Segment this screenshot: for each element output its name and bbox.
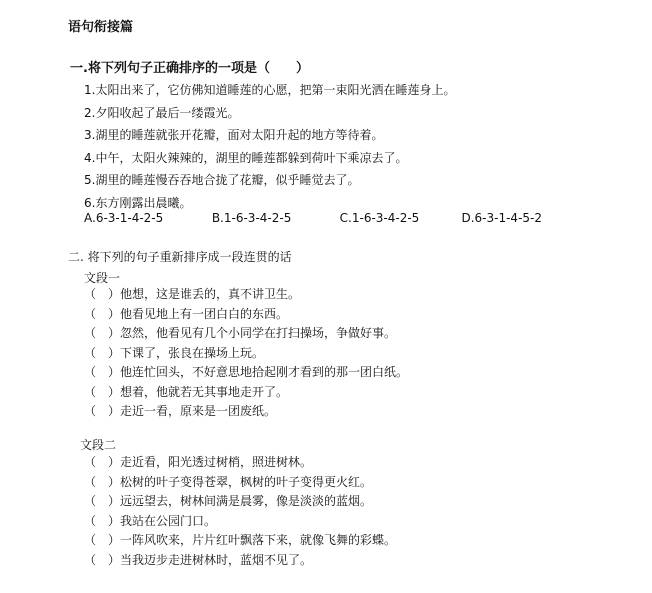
blank-parentheses: （ ） (84, 404, 121, 418)
line-text: 想着，他就若无其事地走开了。 (120, 384, 289, 399)
line-text: 一阵风吹来，片片红叶飘落下来，就像飞舞的彩蝶。 (120, 533, 397, 547)
line-text: 他想，这是谁丢的，真不讲卫生。 (120, 287, 301, 301)
sentence-2: 2.夕阳收起了最后一缕霞光。 (84, 105, 240, 120)
blank-parentheses: （ ） (84, 552, 121, 567)
question-1-heading: 一.将下列句子正确排序的一项是（ ） (70, 61, 309, 76)
sentence-3: 3.湖里的睡莲就张开花瓣，面对太阳升起的地方等待着。 (84, 128, 384, 142)
blank-parentheses: （ ） (84, 474, 121, 489)
answer-options (84, 211, 542, 225)
sentence-4: 4.中午，太阳火辣辣的，湖里的睡莲都躲到荷叶下乘凉去了。 (84, 150, 408, 165)
blank-parentheses: （ ） (84, 455, 121, 469)
blank-parentheses: （ ） (84, 494, 121, 508)
passage-1-line (84, 324, 408, 344)
passage-2-line (84, 473, 396, 493)
passage-2-label: 文段二 (80, 438, 117, 452)
blank-parentheses: （ ） (84, 384, 121, 399)
sentence-1: 1.太阳出来了，它仿佛知道睡莲的心愿，把第一束阳光洒在睡莲身上。 (84, 83, 456, 97)
line-text: 走近看，阳光透过树梢，照进树林。 (120, 455, 313, 469)
passage-2-line (84, 492, 396, 512)
line-text: 下课了，张良在操场上玩。 (120, 345, 265, 360)
passage-1-line (84, 344, 408, 364)
line-text: 远远望去，树林间满是晨雾，像是淡淡的蓝烟。 (120, 494, 373, 508)
blank-parentheses: （ ） (84, 326, 121, 340)
option-a: A.6-3-1-4-2-5 (84, 211, 164, 225)
line-text: 我站在公园门口。 (120, 513, 217, 528)
blank-parentheses: （ ） (84, 365, 121, 379)
sentence-5: 5.湖里的睡莲慢吞吞地合拢了花瓣，似乎睡觉去了。 (84, 173, 360, 187)
worksheet-title: 语句衔接篇 (68, 20, 134, 35)
line-text: 松树的叶子变得苍翠，枫树的叶子变得更火红。 (120, 474, 373, 489)
line-text: 忽然，他看见有几个小同学在打扫操场，争做好事。 (120, 326, 397, 340)
question-1-sentences (84, 79, 455, 214)
passage-1-line (84, 383, 408, 403)
passage-2-line (84, 531, 396, 551)
line-text: 他看见地上有一团白白的东西。 (120, 306, 289, 321)
passage-2-line (84, 512, 396, 532)
passage-1-line (84, 402, 408, 422)
line-text: 走近一看，原来是一团废纸。 (120, 404, 277, 418)
option-c: C.1-6-3-4-2-5 (339, 211, 420, 225)
blank-parentheses: （ ） (84, 533, 121, 547)
passage-2-line (84, 551, 396, 571)
passage-2-line (84, 453, 396, 473)
passage-1-label: 文段一 (84, 271, 121, 285)
sentence-6: 6.东方刚露出晨曦。 (84, 195, 192, 210)
passage-1-lines (84, 285, 408, 422)
blank-parentheses: （ ） (84, 345, 121, 360)
passage-2-lines (84, 453, 396, 570)
passage-1-line (84, 285, 408, 305)
passage-1-line (84, 363, 408, 383)
option-d: D.6-3-1-4-5-2 (461, 211, 542, 225)
line-text: 他连忙回头，不好意思地拾起刚才看到的那一团白纸。 (120, 365, 409, 379)
blank-parentheses: （ ） (84, 306, 121, 321)
blank-parentheses: （ ） (84, 287, 121, 301)
passage-1-line (84, 305, 408, 325)
blank-parentheses: （ ） (84, 513, 121, 528)
question-2-heading: 二. 将下列的句子重新排序成一段连贯的话 (68, 250, 292, 264)
line-text: 当我迈步走进树林时，蓝烟不见了。 (120, 552, 313, 567)
option-b: B.1-6-3-4-2-5 (211, 211, 292, 225)
